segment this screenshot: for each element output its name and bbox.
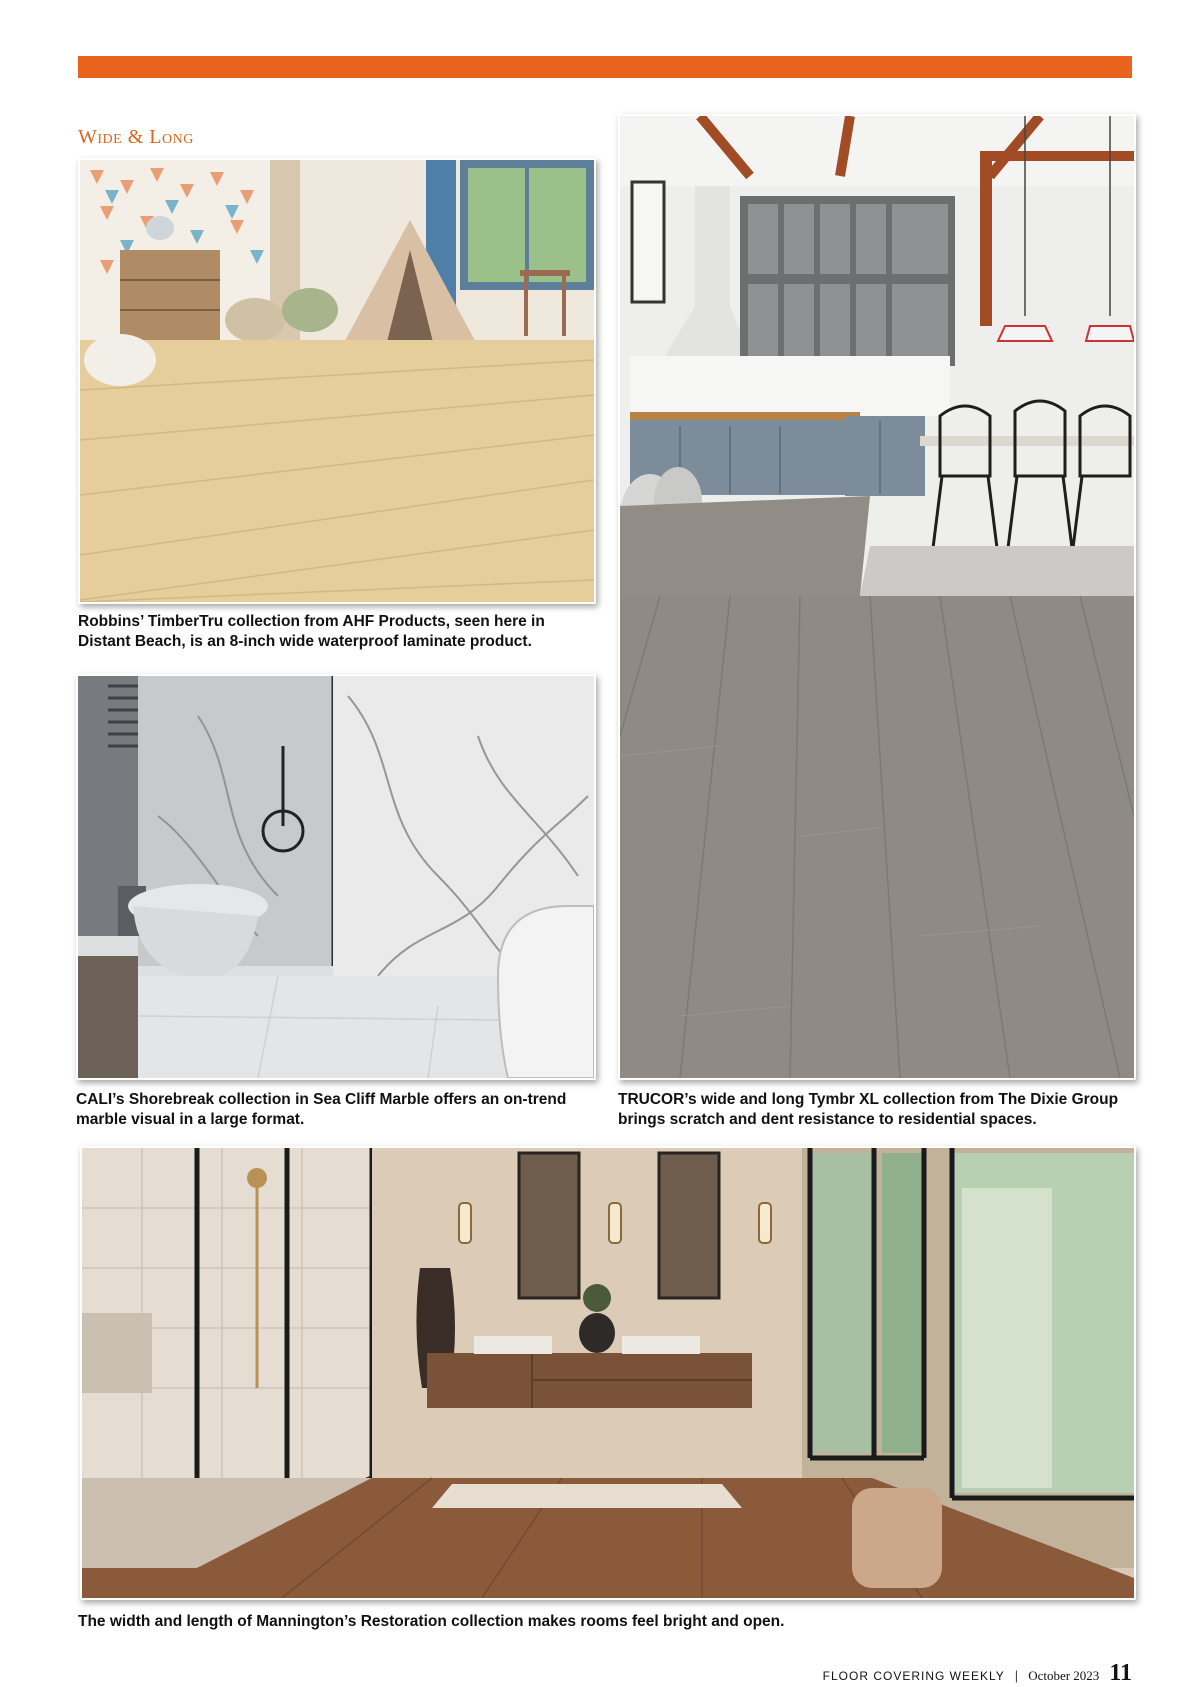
photo-restoration: [80, 1146, 1136, 1600]
caption-shorebreak: CALI’s Shorebreak collection in Sea Cliff Marble offers an on-trend marble visual in a large format.: [76, 1091, 567, 1128]
photo-tymbr: [618, 114, 1136, 1080]
issue-date: October 2023: [1028, 1668, 1100, 1683]
header-accent-bar: [78, 56, 1132, 78]
publication-name: FLOOR COVERING WEEKLY: [822, 1669, 1005, 1683]
caption-tymbr: TRUCOR’s wide and long Tymbr XL collection from The Dixie Group brings scratch and dent resistance to residential spaces.: [618, 1091, 1119, 1128]
photo-shorebreak: [76, 674, 596, 1080]
footer-separator: |: [1014, 1668, 1019, 1683]
section-label: Wide & Long: [78, 126, 194, 148]
page-number: 11: [1109, 1660, 1132, 1686]
photo-timbertru: [78, 158, 596, 604]
caption-restoration: The width and length of Mannington’s Restoration collection makes rooms feel bright and open.: [78, 1613, 785, 1630]
page-footer: [823, 1660, 1132, 1687]
caption-timbertru: Robbins’ TimberTru collection from AHF Products, seen here in Distant Beach, is an 8-inch wide waterproof laminate product.: [78, 613, 545, 650]
